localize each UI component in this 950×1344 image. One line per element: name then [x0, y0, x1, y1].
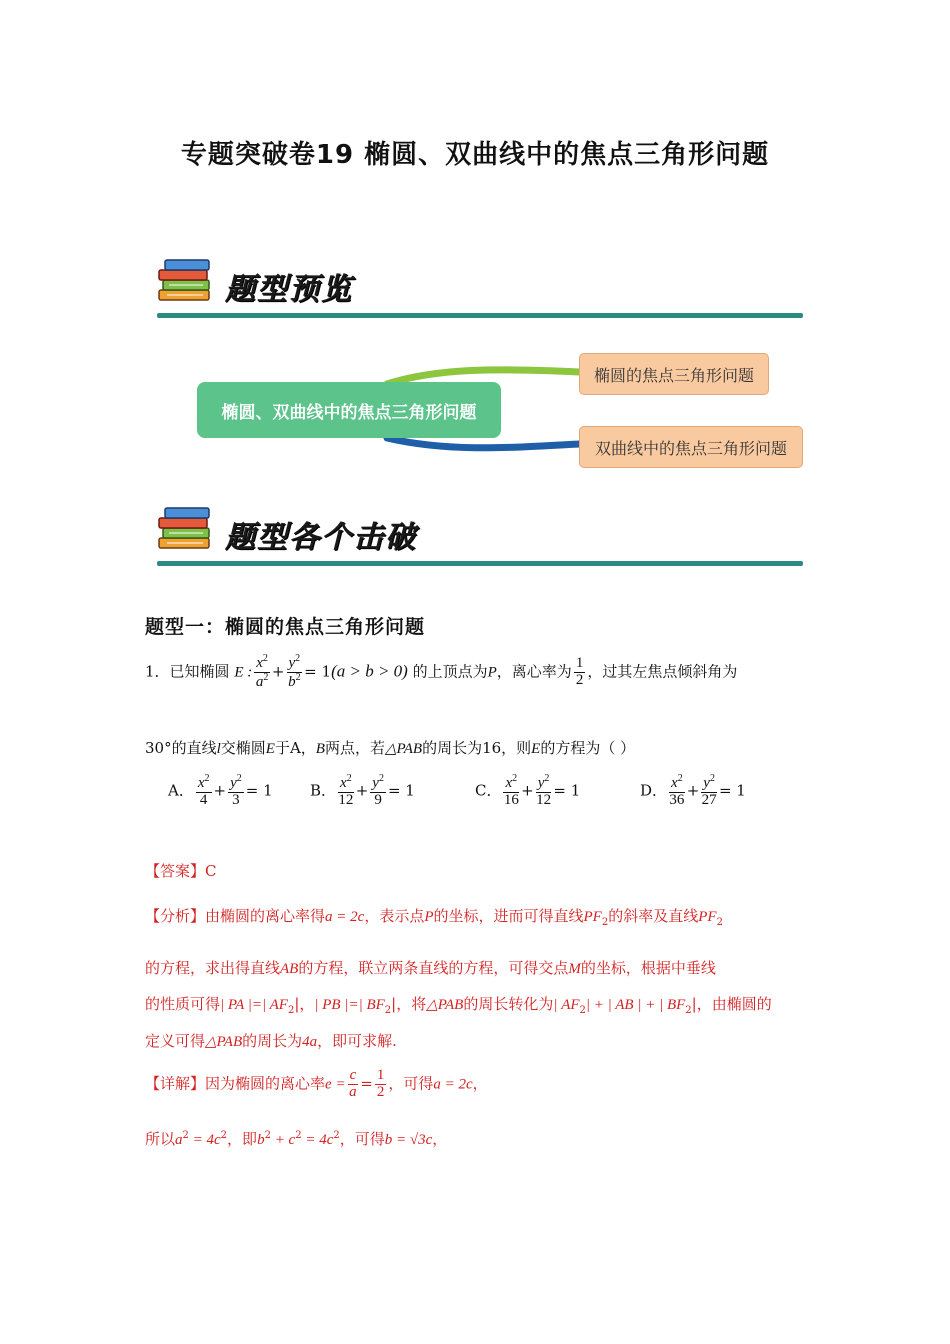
question-1-line1: 1．已知椭圆 E : $\frac{x^2}{a^2}$ + $\frac{y^2}{b^2}$ = 1(a > b > 0) 的上顶点为P，离心率为 $\frac{1}{2}$ ，过其左焦点倾斜角为	[145, 653, 738, 690]
question-text: 于A，	[274, 739, 316, 757]
detail-line1: 【详解】因为椭圆的离心率e = $\frac{c}{a}$ = $\frac{1}{2}$ ，可得a = 2c，	[145, 1067, 488, 1100]
question-text: 的方程为（ ）	[540, 739, 636, 757]
analysis-line3: 的性质可得| PA |=| $AF_2|$，| PB |=| $BF_2|$，将△PAB的周长转化为| $AF_2|$ + | AB | + | $BF_2|$，由椭圆的	[145, 995, 772, 1016]
ellipse-condition: (a > b > 0)	[331, 661, 408, 681]
mind-map-root: 椭圆、双曲线中的焦点三角形问题	[197, 382, 501, 438]
question-text: 两点，若	[324, 739, 385, 757]
point-p: P	[487, 664, 497, 681]
ellipse-e: E	[531, 741, 541, 757]
section-header-preview	[157, 258, 803, 318]
detail-line2: 所以$a^2 = 4c^2$，即$b^2 + c^2 = 4c^2$，可得b = √3c，	[145, 1130, 448, 1148]
detail-tag: 【详解】	[145, 1074, 206, 1093]
type1-heading: 题型一：椭圆的焦点三角形问题	[145, 616, 426, 638]
mind-map-branch-hyperbola: 双曲线中的焦点三角形问题	[579, 426, 803, 468]
ellipse-name: E :	[234, 664, 253, 681]
question-text: 的上顶点为	[412, 662, 488, 681]
analysis-line1: 【分析】由椭圆的离心率得a = 2c，表示点P的坐标，进而可得直线$PF_2$的斜率及直线$PF_2$	[145, 907, 723, 928]
triangle-pab: △PAB	[384, 741, 423, 757]
question-text: 的周长为16，则	[422, 739, 532, 757]
mind-map	[157, 340, 817, 480]
section-divider	[157, 561, 803, 566]
answer-line	[145, 860, 217, 881]
eccentricity-fraction: $\frac{1}{2}$	[575, 655, 584, 688]
question-text: ，过其左焦点倾斜角为	[587, 662, 738, 681]
option-b[interactable]: B． $\frac{x^2}{12}$ + $\frac{y^2}{9}$ = 1	[310, 773, 415, 808]
analysis-line2: 的方程，求出得直线AB的方程，联立两条直线的方程，可得交点M的坐标，根据中垂线	[145, 959, 716, 977]
books-icon	[157, 506, 215, 552]
option-label: C．	[475, 781, 502, 800]
option-label: B．	[310, 781, 337, 800]
answer-value: C	[205, 862, 217, 880]
question-1-line2	[145, 737, 635, 758]
point-b: B	[315, 741, 325, 757]
section-divider	[157, 313, 803, 318]
option-a[interactable]: A． $\frac{x^2}{4}$ + $\frac{y^2}{3}$ = 1	[168, 773, 273, 808]
question-text: 30°的直线	[145, 739, 217, 757]
question-text: 交椭圆	[220, 739, 266, 757]
option-label: A．	[168, 781, 194, 800]
section-header-breakdown	[157, 506, 803, 566]
analysis-tag: 【分析】	[145, 907, 206, 925]
option-c[interactable]: C． $\frac{x^2}{16}$ + $\frac{y^2}{12}$ = 1	[475, 773, 581, 808]
ellipse-term-x: $\frac{x^2}{a^2}$	[255, 653, 269, 690]
option-label: D．	[640, 781, 668, 800]
section-title-preview: 题型预览	[225, 272, 353, 307]
page-title: 专题突破卷19 椭圆、双曲线中的焦点三角形问题	[180, 140, 770, 170]
question-number: 1．已知椭圆	[145, 662, 230, 681]
line-l: l	[216, 741, 221, 757]
question-text: ，离心率为	[496, 662, 572, 681]
mind-map-branch-ellipse: 椭圆的焦点三角形问题	[579, 353, 769, 395]
ellipse-e: E	[265, 741, 275, 757]
answer-tag: 【答案】	[145, 862, 206, 880]
analysis-line4: 定义可得△PAB的周长为4a，即可求解.	[145, 1032, 397, 1050]
books-icon	[157, 258, 215, 304]
section-title-breakdown: 题型各个击破	[225, 520, 417, 555]
option-d[interactable]: D． $\frac{x^2}{36}$ + $\frac{y^2}{27}$ = 1	[640, 773, 746, 808]
ellipse-term-y: $\frac{y^2}{b^2}$	[288, 653, 301, 690]
